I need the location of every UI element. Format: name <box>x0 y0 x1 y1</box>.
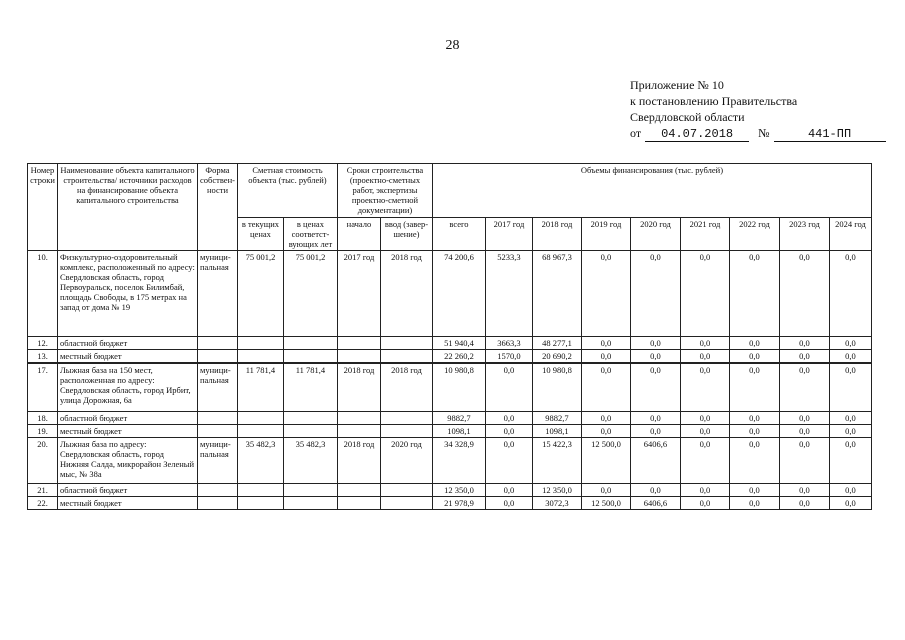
cell-2018: 9882,7 <box>532 411 581 424</box>
cell-2018: 12 350,0 <box>532 483 581 496</box>
decree-number: 441-ПП <box>774 128 886 142</box>
cell-name: областной бюджет <box>58 411 198 424</box>
cell-end: 2020 год <box>380 437 432 483</box>
cell-start <box>337 350 380 364</box>
cell-2020: 0,0 <box>630 337 680 350</box>
table-row <box>28 411 872 424</box>
attachment-header <box>630 77 886 142</box>
cell-row-no: 13. <box>28 350 58 364</box>
cell-cost-current: 35 482,3 <box>237 437 283 483</box>
cell-name: областной бюджет <box>58 483 198 496</box>
cell-2019: 0,0 <box>581 424 630 437</box>
cell-cost-current: 11 781,4 <box>237 363 283 411</box>
cell-ownership <box>198 483 238 496</box>
header-year-2019: 2019 год <box>581 218 630 251</box>
cell-2017: 0,0 <box>485 483 532 496</box>
cell-2023: 0,0 <box>779 437 829 483</box>
cell-2021: 0,0 <box>680 350 729 364</box>
cell-start <box>337 424 380 437</box>
page-number: 28 <box>445 38 460 53</box>
cell-name: областной бюджет <box>58 337 198 350</box>
header-cost: Сметная стоимость объекта (тыс. рублей) <box>237 164 337 218</box>
cell-2024: 0,0 <box>829 424 871 437</box>
cell-2017: 0,0 <box>485 437 532 483</box>
cell-2020: 0,0 <box>630 424 680 437</box>
cell-2022: 0,0 <box>729 437 779 483</box>
cell-cost-years <box>283 483 337 496</box>
cell-2019: 0,0 <box>581 411 630 424</box>
cell-total: 22 260,2 <box>432 350 485 364</box>
header-year-2023: 2023 год <box>779 218 829 251</box>
cell-2018: 3072,3 <box>532 496 581 509</box>
cell-end: 2018 год <box>380 363 432 411</box>
cell-name: местный бюджет <box>58 350 198 364</box>
cell-2017: 0,0 <box>485 496 532 509</box>
header-year-2017: 2017 год <box>485 218 532 251</box>
cell-cost-current <box>237 350 283 364</box>
cell-name: местный бюджет <box>58 496 198 509</box>
cell-end: 2018 год <box>380 251 432 337</box>
cell-row-no: 21. <box>28 483 58 496</box>
cell-2024: 0,0 <box>829 437 871 483</box>
cell-2019: 0,0 <box>581 350 630 364</box>
cell-2023: 0,0 <box>779 424 829 437</box>
header-terms: Сроки строительства (проектно-сметных работ, экспертизы проектно-сметной документации) <box>337 164 432 218</box>
table-row <box>28 251 872 337</box>
cell-2020: 0,0 <box>630 363 680 411</box>
cell-2023: 0,0 <box>779 363 829 411</box>
cell-2019: 0,0 <box>581 363 630 411</box>
cell-2019: 12 500,0 <box>581 437 630 483</box>
table-row <box>28 437 872 483</box>
cell-2022: 0,0 <box>729 350 779 364</box>
header-year-2018: 2018 год <box>532 218 581 251</box>
cell-2020: 0,0 <box>630 411 680 424</box>
attachment-line-2: к постановлению Правительства <box>630 94 798 108</box>
cell-2022: 0,0 <box>729 251 779 337</box>
cell-2024: 0,0 <box>829 411 871 424</box>
table-row <box>28 337 872 350</box>
cell-row-no: 22. <box>28 496 58 509</box>
header-row-no: Номер строки <box>28 164 58 251</box>
cell-2024: 0,0 <box>829 363 871 411</box>
cell-start: 2017 год <box>337 251 380 337</box>
cell-start <box>337 483 380 496</box>
table-row <box>28 424 872 437</box>
cell-2020: 6406,6 <box>630 496 680 509</box>
table-row <box>28 496 872 509</box>
header-total: всего <box>432 218 485 251</box>
cell-name: Лыжная база по адресу: Свердловская область, город Нижняя Салда, микрорайон Зеленый мыс, № 38а <box>58 437 198 483</box>
cell-2024: 0,0 <box>829 337 871 350</box>
cell-end <box>380 411 432 424</box>
cell-2023: 0,0 <box>779 350 829 364</box>
cell-2020: 0,0 <box>630 251 680 337</box>
cell-2023: 0,0 <box>779 411 829 424</box>
cell-total: 1098,1 <box>432 424 485 437</box>
header-cost-years: в ценах соответст-вующих лет <box>283 218 337 251</box>
cell-cost-years <box>283 337 337 350</box>
header-end: ввод (завер-шение) <box>380 218 432 251</box>
cell-start <box>337 337 380 350</box>
cell-cost-years <box>283 496 337 509</box>
cell-2018: 15 422,3 <box>532 437 581 483</box>
table-row <box>28 363 872 411</box>
cell-2019: 0,0 <box>581 337 630 350</box>
cell-2019: 0,0 <box>581 251 630 337</box>
cell-row-no: 18. <box>28 411 58 424</box>
cell-2018: 10 980,8 <box>532 363 581 411</box>
cell-row-no: 20. <box>28 437 58 483</box>
cell-2020: 0,0 <box>630 350 680 364</box>
cell-2022: 0,0 <box>729 496 779 509</box>
cell-2022: 0,0 <box>729 337 779 350</box>
attachment-line-1: Приложение № 10 <box>630 78 724 92</box>
header-start: начало <box>337 218 380 251</box>
cell-2017: 1570,0 <box>485 350 532 364</box>
cell-2023: 0,0 <box>779 337 829 350</box>
cell-ownership: муници-пальная <box>198 251 238 337</box>
cell-end <box>380 496 432 509</box>
cell-total: 21 978,9 <box>432 496 485 509</box>
cell-2021: 0,0 <box>680 483 729 496</box>
cell-2022: 0,0 <box>729 424 779 437</box>
header-name: Наименование объекта капитального строительства/ источники расходов на финансирование объекта капитального строительства <box>58 164 198 251</box>
cell-2023: 0,0 <box>779 251 829 337</box>
cell-2023: 0,0 <box>779 496 829 509</box>
cell-end <box>380 350 432 364</box>
cell-row-no: 12. <box>28 337 58 350</box>
cell-2021: 0,0 <box>680 496 729 509</box>
cell-2017: 5233,3 <box>485 251 532 337</box>
cell-cost-current <box>237 483 283 496</box>
cell-row-no: 17. <box>28 363 58 411</box>
cell-cost-current: 75 001,2 <box>237 251 283 337</box>
table-body <box>28 251 872 510</box>
from-label: от <box>630 126 642 140</box>
cell-total: 9882,7 <box>432 411 485 424</box>
cell-2023: 0,0 <box>779 483 829 496</box>
cell-start <box>337 496 380 509</box>
attachment-line-3: Свердловской области <box>630 110 745 124</box>
cell-ownership: муници-пальная <box>198 363 238 411</box>
cell-ownership <box>198 350 238 364</box>
cell-total: 10 980,8 <box>432 363 485 411</box>
header-year-2022: 2022 год <box>729 218 779 251</box>
financing-table <box>27 163 872 510</box>
cell-2018: 1098,1 <box>532 424 581 437</box>
cell-name: Лыжная база на 150 мест, расположенная по адресу: Свердловская область, город Ирбит, улица Дорожная, 6а <box>58 363 198 411</box>
cell-cost-current <box>237 337 283 350</box>
cell-2019: 12 500,0 <box>581 496 630 509</box>
cell-2024: 0,0 <box>829 496 871 509</box>
header-year-2024: 2024 год <box>829 218 871 251</box>
cell-2021: 0,0 <box>680 251 729 337</box>
cell-cost-years: 75 001,2 <box>283 251 337 337</box>
cell-2018: 48 277,1 <box>532 337 581 350</box>
cell-total: 51 940,4 <box>432 337 485 350</box>
cell-2022: 0,0 <box>729 411 779 424</box>
cell-2021: 0,0 <box>680 363 729 411</box>
cell-cost-years: 35 482,3 <box>283 437 337 483</box>
cell-2024: 0,0 <box>829 483 871 496</box>
cell-2024: 0,0 <box>829 350 871 364</box>
cell-ownership <box>198 424 238 437</box>
header-cost-current: в текущих ценах <box>237 218 283 251</box>
header-volumes: Объемы финансирования (тыс. рублей) <box>432 164 871 218</box>
cell-row-no: 10. <box>28 251 58 337</box>
cell-total: 12 350,0 <box>432 483 485 496</box>
cell-cost-current <box>237 496 283 509</box>
cell-2017: 3663,3 <box>485 337 532 350</box>
cell-2022: 0,0 <box>729 363 779 411</box>
cell-end <box>380 337 432 350</box>
decree-date: 04.07.2018 <box>645 128 749 142</box>
cell-ownership <box>198 496 238 509</box>
cell-start: 2018 год <box>337 437 380 483</box>
cell-2017: 0,0 <box>485 411 532 424</box>
cell-cost-years <box>283 350 337 364</box>
cell-2022: 0,0 <box>729 483 779 496</box>
table-header <box>28 164 872 251</box>
cell-name: местный бюджет <box>58 424 198 437</box>
cell-2020: 0,0 <box>630 483 680 496</box>
cell-start <box>337 411 380 424</box>
cell-2017: 0,0 <box>485 424 532 437</box>
cell-row-no: 19. <box>28 424 58 437</box>
cell-2021: 0,0 <box>680 411 729 424</box>
table-row <box>28 483 872 496</box>
cell-cost-years <box>283 424 337 437</box>
cell-2021: 0,0 <box>680 437 729 483</box>
table-row <box>28 350 872 364</box>
cell-2017: 0,0 <box>485 363 532 411</box>
number-label: № <box>758 126 770 140</box>
cell-2024: 0,0 <box>829 251 871 337</box>
cell-end <box>380 483 432 496</box>
cell-name: Физкультурно-оздоровительный комплекс, расположенный по адресу: Свердловская область, город Первоуральск, поселок Билимбай, площадь Свободы, в 175 метрах на запад от дома № 19 <box>58 251 198 337</box>
header-year-2021: 2021 год <box>680 218 729 251</box>
cell-ownership: муници-пальная <box>198 437 238 483</box>
cell-ownership <box>198 411 238 424</box>
cell-2021: 0,0 <box>680 424 729 437</box>
cell-2019: 0,0 <box>581 483 630 496</box>
cell-2018: 68 967,3 <box>532 251 581 337</box>
cell-cost-current <box>237 411 283 424</box>
cell-2020: 6406,6 <box>630 437 680 483</box>
cell-end <box>380 424 432 437</box>
header-ownership: Форма собствен-ности <box>198 164 238 251</box>
cell-start: 2018 год <box>337 363 380 411</box>
cell-cost-years <box>283 411 337 424</box>
attachment-date-line <box>630 125 886 142</box>
cell-2018: 20 690,2 <box>532 350 581 364</box>
cell-cost-current <box>237 424 283 437</box>
cell-ownership <box>198 337 238 350</box>
cell-cost-years: 11 781,4 <box>283 363 337 411</box>
header-year-2020: 2020 год <box>630 218 680 251</box>
cell-2021: 0,0 <box>680 337 729 350</box>
cell-total: 34 328,9 <box>432 437 485 483</box>
cell-total: 74 200,6 <box>432 251 485 337</box>
